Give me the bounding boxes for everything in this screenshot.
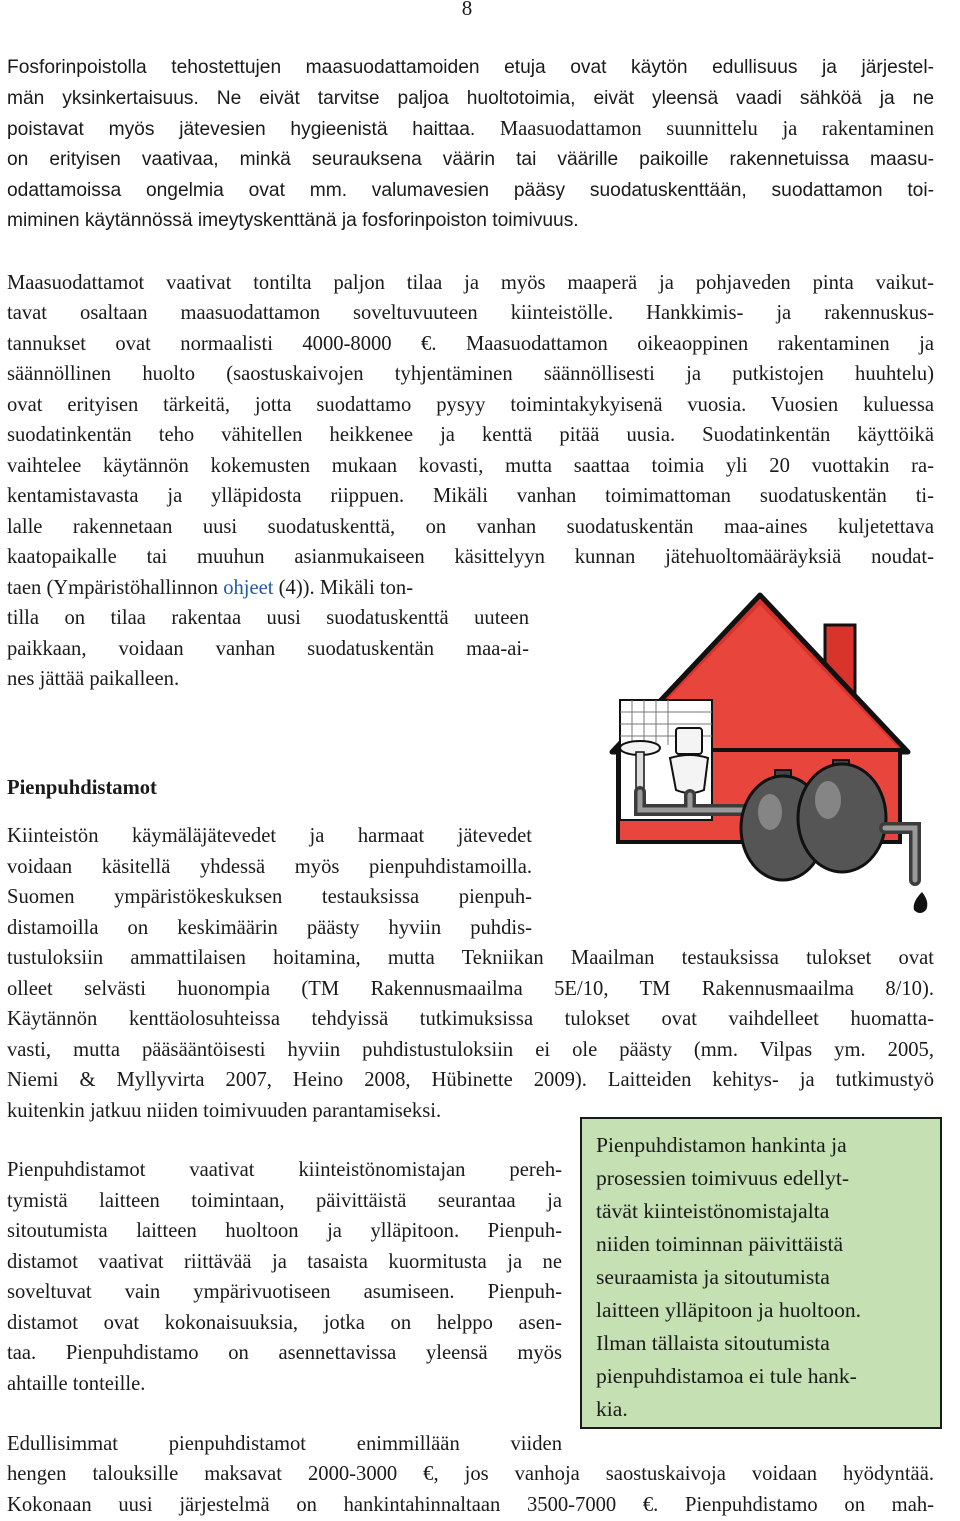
text-span: Maasuodattamon suunnittelu ja rakentaminen [499,118,934,140]
section-heading: Pienpuhdistamot [7,777,157,799]
text-line: Pienpuhdistamot vaativat kiinteistönomistajan pereh- [7,1159,562,1181]
toilet-bowl [670,755,708,793]
text-line: on erityisen vaativaa, minkä seurauksena väärin tai väärille paikoille rakennetuissa maasu- [7,149,934,170]
text-line: tannukset ovat normaalisti 4000-8000 €. Maasuodattamon oikeaoppinen rakentaminen ja [7,333,934,355]
text-line: distamoilla on keskimäärin päästy hyviin puhdis- [7,917,532,939]
text-span: valumavesien pääsy suodatuskenttään, suodattamon toi- [371,180,934,201]
callout-line: tävät kiinteistönomistajalta [596,1199,830,1223]
callout-line: laitteen ylläpitoon ja huoltoon. [596,1298,862,1322]
text-line: Suomen ympäristökeskuksen testauksissa pienpuh- [7,886,532,908]
text-line: miminen käytännössä imeytyskenttänä ja fosforinpoiston toimivuus. [7,210,579,231]
text-line: distamot ovat kokonaisuuksia, jotka on helppo asen- [7,1312,562,1334]
text-line: voidaan käsitellä yhdessä myös pienpuhdistamoilla. [7,856,532,878]
callout-line: niiden toiminnan päivittäistä [596,1232,844,1256]
text-line: män yksinkertaisuus. Ne eivät tarvitse paljoa huoltotoimia, eivät yleensä vaadi sähköä ja ne [7,88,934,109]
callout-box [580,1117,942,1429]
text-line: tavat osaltaan maasuodattamon soveltuvuuteen kiinteistölle. Hankkimis- ja rakennuskus- [7,302,934,324]
text-line: olleet selvästi huonompia (TM Rakennusmaailma 5E/10, TM Rakennusmaailma 8/10). [7,978,934,1000]
text-line: Käytännön kenttäolosuhteissa tehdyissä tutkimuksissa tulokset ovat vaihdelleet huomatta- [7,1008,934,1030]
text-line: lalle rakennetaan uusi suodatuskenttä, on vanhan suodatuskentän maa-aines kuljetettava [7,516,934,538]
text-span: odattamoissa ongelmia ovat mm. [7,180,348,201]
text-line: Niemi & Myllyvirta 2007, Heino 2008, Hübinette 2009). Laitteiden kehitys- ja tutkimustyö [7,1069,934,1091]
house-wastewater-illustration [555,590,955,920]
text-line: kuitenkin jatkuu niiden toimivuuden parantamiseksi. [7,1100,442,1122]
callout-line: prosessien toimivuus edellyt- [596,1166,850,1190]
text-line: tymistä laitteen toimintaan, päivittäistä seurantaa ja [7,1190,562,1212]
text-line: ahtaille tonteille. [7,1373,146,1395]
page-number: 8 [461,0,473,20]
text-line: ovat erityisen tärkeitä, jotta suodattamo pysyy toimintakykyisenä vuosia. Vuosien kuluessa [7,394,934,416]
callout-line: pienpuhdistamoa ei tule hank- [596,1364,857,1388]
text-line: tustuloksiin ammattilaisen hoitamina, mutta Tekniikan Maailman testauksissa tulokset ovat [7,947,934,969]
text-line [7,175,934,205]
text-span: (4)). Mikäli ton- [273,577,414,599]
tank-2 [798,764,886,872]
text-line: taa. Pienpuhdistamo on asennettavissa yleensä myös [7,1342,562,1364]
text-line [7,114,934,144]
text-line: säännöllinen huolto (saostuskaivojen tyhjentäminen säännöllisesti ja putkistojen huuhtelu) [7,363,934,385]
text-line: tilla on tilaa rakentaa uusi suodatuskenttä uuteen [7,607,529,629]
toilet-tank [676,728,702,754]
text-span: poistavat myös jätevesien hygieenistä haittaa. [7,119,476,140]
text-line [7,573,529,603]
text-line: sitoutumista laitteen huoltoon ja ylläpitoon. Pienpuh- [7,1220,562,1242]
text-line: suodatinkentän teho vähitellen heikkenee ja kenttä pitää uusia. Suodatinkentän käyttöikä [7,424,934,446]
callout-line: Pienpuhdistamon hankinta ja [596,1133,847,1157]
text-line: paikkaan, voidaan vanhan suodatuskentän maa-ai- [7,638,529,660]
text-line: Maasuodattamot vaativat tontilta paljon tilaa ja myös maaperä ja pohjaveden pinta vaikut- [7,272,934,294]
text-line: hengen talouksille maksavat 2000-3000 €, jos vanhoja saostuskaivoja voidaan hyödyntää. [7,1463,934,1485]
callout-line: kia. [596,1397,628,1421]
text-line: Fosforinpoistolla tehostettujen maasuodattamoiden etuja ovat käytön edullisuus ja järjestel- [7,57,934,78]
text-line: kentamistavasta ja ylläpidosta riippuen. Mikäli vanhan toimimattoman suodatuskentän ti- [7,485,934,507]
text-line: kaatopaikalle tai muuhun asianmukaiseen käsittelyyn kunnan jätehuoltomääräyksiä noudat- [7,546,934,568]
text-line: Kokonaan uusi järjestelmä on hankintahinnaltaan 3500-7000 €. Pienpuhdistamo on mah- [7,1494,934,1516]
ohjeet-link[interactable]: ohjeet [223,577,274,599]
callout-line: seuraamista ja sitoutumista [596,1265,830,1289]
text-line: Edullisimmat pienpuhdistamot enimmillään viiden [7,1433,562,1455]
text-line: distamot vaativat riittävää ja tasaista kuormitusta ja ne [7,1251,562,1273]
text-line: Kiinteistön käymäläjätevedet ja harmaat jätevedet [7,825,532,847]
text-line: vasti, mutta pääsääntöisesti hyviin puhdistustuloksiin ei ole päästy (mm. Vilpas ym. 2005, [7,1039,934,1061]
text-span: taen (Ympäristöhallinnon [7,577,224,599]
text-line: vaihtelee käytännön kokemusten mukaan kovasti, mutta saattaa toimia yli 20 vuottakin ra- [7,455,934,477]
water-drop [914,892,928,913]
text-line: nes jättää paikalleen. [7,668,180,690]
callout-line: Ilman tällaista sitoutumista [596,1331,830,1355]
text-line: soveltuvat vain ympärivuotiseen asumiseen. Pienpuh- [7,1281,562,1303]
